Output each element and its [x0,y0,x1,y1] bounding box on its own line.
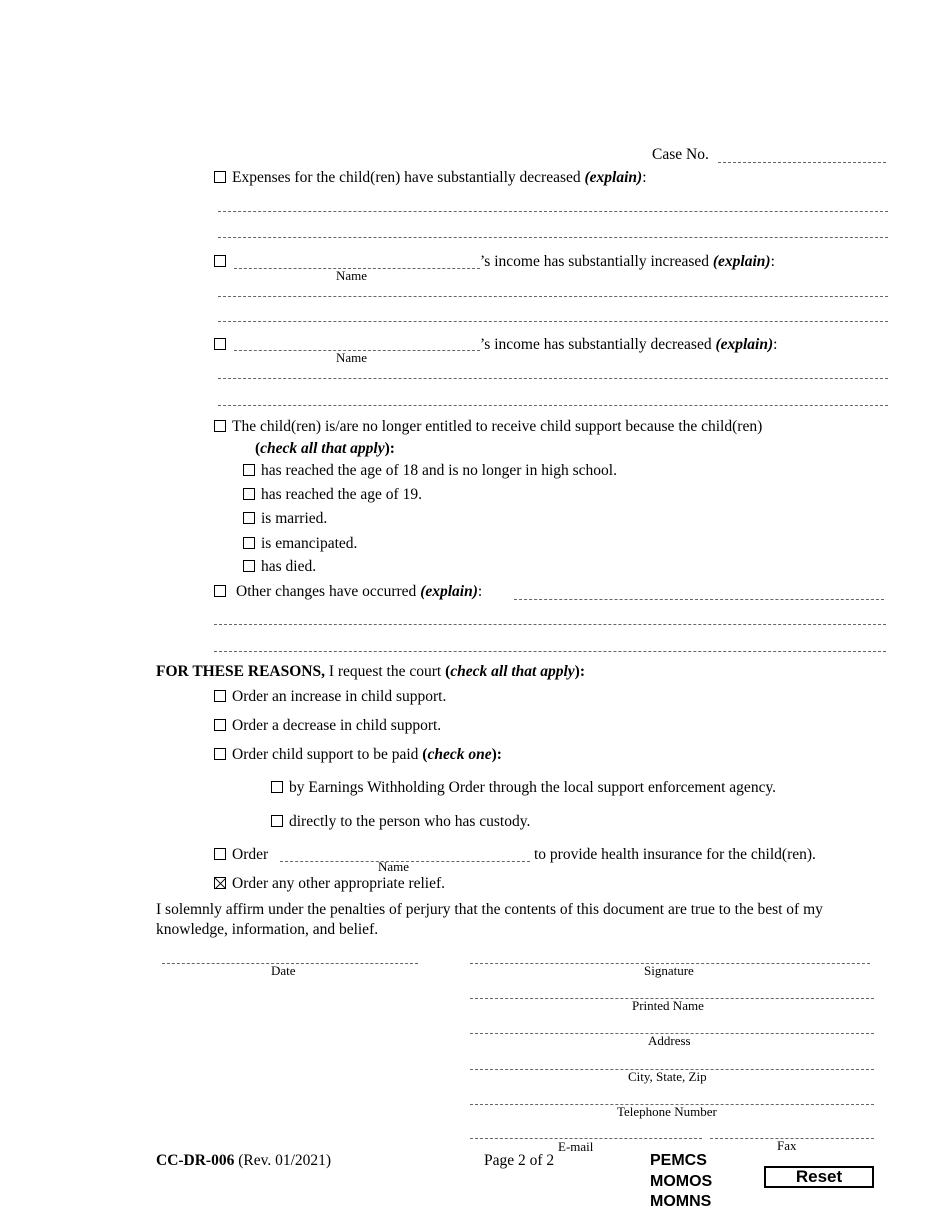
income-increased-text: ’s income has substantially increased (explain): [480,253,775,270]
signature-label: Signature [644,963,694,978]
other-relief-item: Order any other appropriate relief. [214,875,445,893]
sub-item-age-19: has reached the age of 19. [243,486,422,504]
code-momns: MOMNS [650,1193,712,1210]
earnings-withholding-checkbox[interactable] [271,781,283,793]
married-checkbox[interactable] [243,512,255,524]
order-paid-item: Order child support to be paid (check one): [214,746,502,764]
order-decrease-item: Order a decrease in child support. [214,717,441,735]
name-caption: Name [336,350,368,365]
expenses-decreased-item: Expenses for the child(ren) have substantially decreased (explain): [214,169,647,187]
other-relief-checkbox[interactable] [214,877,226,889]
printed-name-label: Printed Name [632,998,704,1013]
explain-line[interactable] [214,651,886,652]
explain-line[interactable] [218,405,888,406]
other-changes-field[interactable] [514,599,884,600]
sub-item-married: is married. [243,510,327,528]
city-state-zip-label: City, State, Zip [628,1069,707,1084]
expenses-decreased-checkbox[interactable] [214,171,226,183]
order-insurance-item: Order [214,846,268,864]
explain-line[interactable] [218,237,888,238]
affirmation-line-2: knowledge, information, and belief. [156,921,379,938]
income-increased-checkbox[interactable] [214,255,226,267]
explain-line[interactable] [218,378,888,379]
not-entitled-item: The child(ren) is/are no longer entitled to receive child support because the child(ren) [214,418,762,436]
income-decreased-checkbox[interactable] [214,338,226,350]
sub-item-emancipated: is emancipated. [243,535,357,553]
name-caption: Name [378,859,410,874]
check-all-apply: (check all that apply): [255,440,395,457]
form-codes [650,1151,712,1213]
address-label: Address [648,1033,691,1048]
emancipated-checkbox[interactable] [243,537,255,549]
order-decrease-checkbox[interactable] [214,719,226,731]
explain-line[interactable] [214,624,886,625]
order-increase-checkbox[interactable] [214,690,226,702]
fax-label: Fax [777,1138,797,1153]
form-id: CC-DR-006 (Rev. 01/2021) [156,1152,332,1169]
telephone-label: Telephone Number [617,1104,717,1119]
name-caption: Name [336,268,368,283]
reset-button[interactable]: Reset [764,1166,874,1188]
directly-custody-checkbox[interactable] [271,815,283,827]
other-changes-checkbox[interactable] [214,585,226,597]
income-increased-checkbox-wrap [214,253,232,271]
earnings-withholding-item: by Earnings Withholding Order through the local support enforcement agency. [271,779,776,797]
not-entitled-checkbox[interactable] [214,420,226,432]
reasons-heading: FOR THESE REASONS, I request the court (check all that apply): [156,663,585,680]
income-decreased-checkbox-wrap [214,336,232,354]
order-insurance-checkbox[interactable] [214,848,226,860]
directly-custody-item: directly to the person who has custody. [271,813,530,831]
code-pemcs: PEMCS [650,1152,707,1169]
sub-item-died: has died. [243,558,316,576]
age-19-checkbox[interactable] [243,488,255,500]
email-label: E-mail [558,1139,594,1154]
case-no-label: Case No. [652,146,709,163]
affirmation-line-1: I solemnly affirm under the penalties of perjury that the contents of this document are true to the best of my [156,901,823,918]
page-number: Page 2 of 2 [484,1152,555,1169]
explain-line[interactable] [218,211,888,212]
order-increase-item: Order an increase in child support. [214,688,446,706]
insurance-text: to provide health insurance for the child(ren). [534,846,816,863]
other-changes-item: Other changes have occurred (explain): [214,583,482,601]
income-decreased-text: ’s income has substantially decreased (explain): [480,336,778,353]
explain-line[interactable] [218,321,888,322]
date-label: Date [271,963,296,978]
case-no-field[interactable] [718,162,886,163]
age-18-checkbox[interactable] [243,464,255,476]
sub-item-age-18: has reached the age of 18 and is no longer in high school. [243,462,617,480]
explain-line[interactable] [218,296,888,297]
code-momos: MOMOS [650,1172,713,1190]
order-paid-checkbox[interactable] [214,748,226,760]
died-checkbox[interactable] [243,560,255,572]
